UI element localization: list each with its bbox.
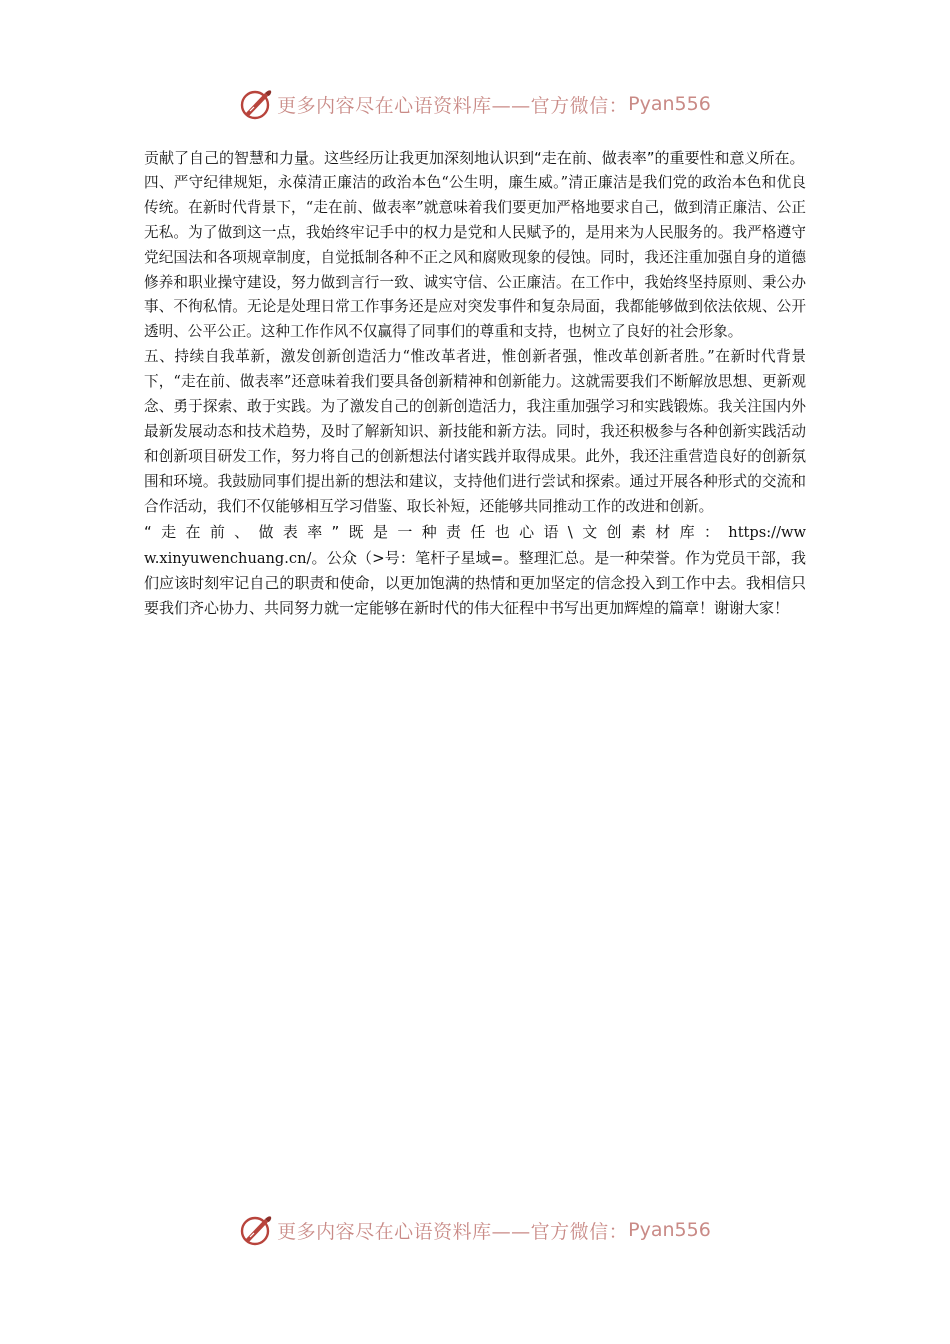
header-banner-text: 更多内容尽在心语资料库——官方微信： — [277, 94, 629, 117]
quill-logo-icon — [239, 1213, 273, 1247]
paragraph-4 — [144, 520, 806, 622]
paragraph-4-url: https://www.xinyuwenchuang.cn/ — [144, 523, 806, 567]
paragraph-1: 贡献了自己的智慧和力量。这些经历让我更加深刻地认识到“走在前、做表率”的重要性和意义所在。 — [144, 149, 805, 167]
header-banner — [0, 84, 950, 124]
footer-banner-text: 更多内容尽在心语资料库——官方微信： — [277, 1220, 629, 1243]
paragraph-4-tail: 。公众（>号：笔杆子星域=。整理汇总。是一种荣誉。作为党员干部，我们应该时刻牢记自己的职责和使命，以更加饱满的热情和更加坚定的信念投入到工作中去。我相信只要我们齐心协力、共同努力就一定能够在新时代的伟大征程中书写出更加辉煌的篇章！谢谢大家！ — [144, 548, 806, 618]
paragraph-4-lead: “走在前、做表率”既是一种责任也心语\文创素材库： — [144, 522, 729, 541]
footer-banner — [0, 1210, 950, 1250]
paragraph-3: 五、持续自我革新，激发创新创造活力“惟改革者进，惟创新者强，惟改革创新者胜。”在新时代背景下，“走在前、做表率”还意味着我们要具备创新精神和创新能力。这就需要我们不断解放思想、更新观念、勇于探索、敢于实践。为了激发自己的创新创造活力，我注重加强学习和实践锻炼。我关注国内外最新发展动态和技术趋势，及时了解新知识、新技能和新方法。同时，我还积极参与各种创新实践活动和创新项目研发工作，努力将自己的创新想法付诸实践并取得成果。此外，我还注重营造良好的创新氛围和环境。我鼓励同事们提出新的想法和建议，支持他们进行尝试和探索。通过开展各种形式的交流和合作活动，我们不仅能够相互学习借鉴、取长补短，还能够共同推动工作的改进和创新。 — [144, 348, 806, 515]
footer-banner-id: Pyan556 — [628, 1219, 711, 1241]
document-body — [144, 146, 806, 621]
paragraph-2: 四、严守纪律规矩，永葆清正廉洁的政治本色“公生明，廉生威。”清正廉洁是我们党的政治本色和优良传统。在新时代背景下，“走在前、做表率”就意味着我们要更加严格地要求自己，做到清正廉洁、公正无私。为了做到这一点，我始终牢记手中的权力是党和人民赋予的，是用来为人民服务的。我严格遵守党纪国法和各项规章制度，自觉抵制各种不正之风和腐败现象的侵蚀。同时，我还注重加强自身的道德修养和职业操守建设，努力做到言行一致、诚实守信、公正廉洁。在工作中，我始终坚持原则、秉公办事、不徇私情。无论是处理日常工作事务还是应对突发事件和复杂局面，我都能够做到依法依规、公开透明、公平公正。这种工作作风不仅赢得了同事们的尊重和支持，也树立了良好的社会形象。 — [144, 173, 806, 341]
header-banner-id: Pyan556 — [628, 93, 711, 115]
quill-logo-icon — [239, 87, 273, 121]
